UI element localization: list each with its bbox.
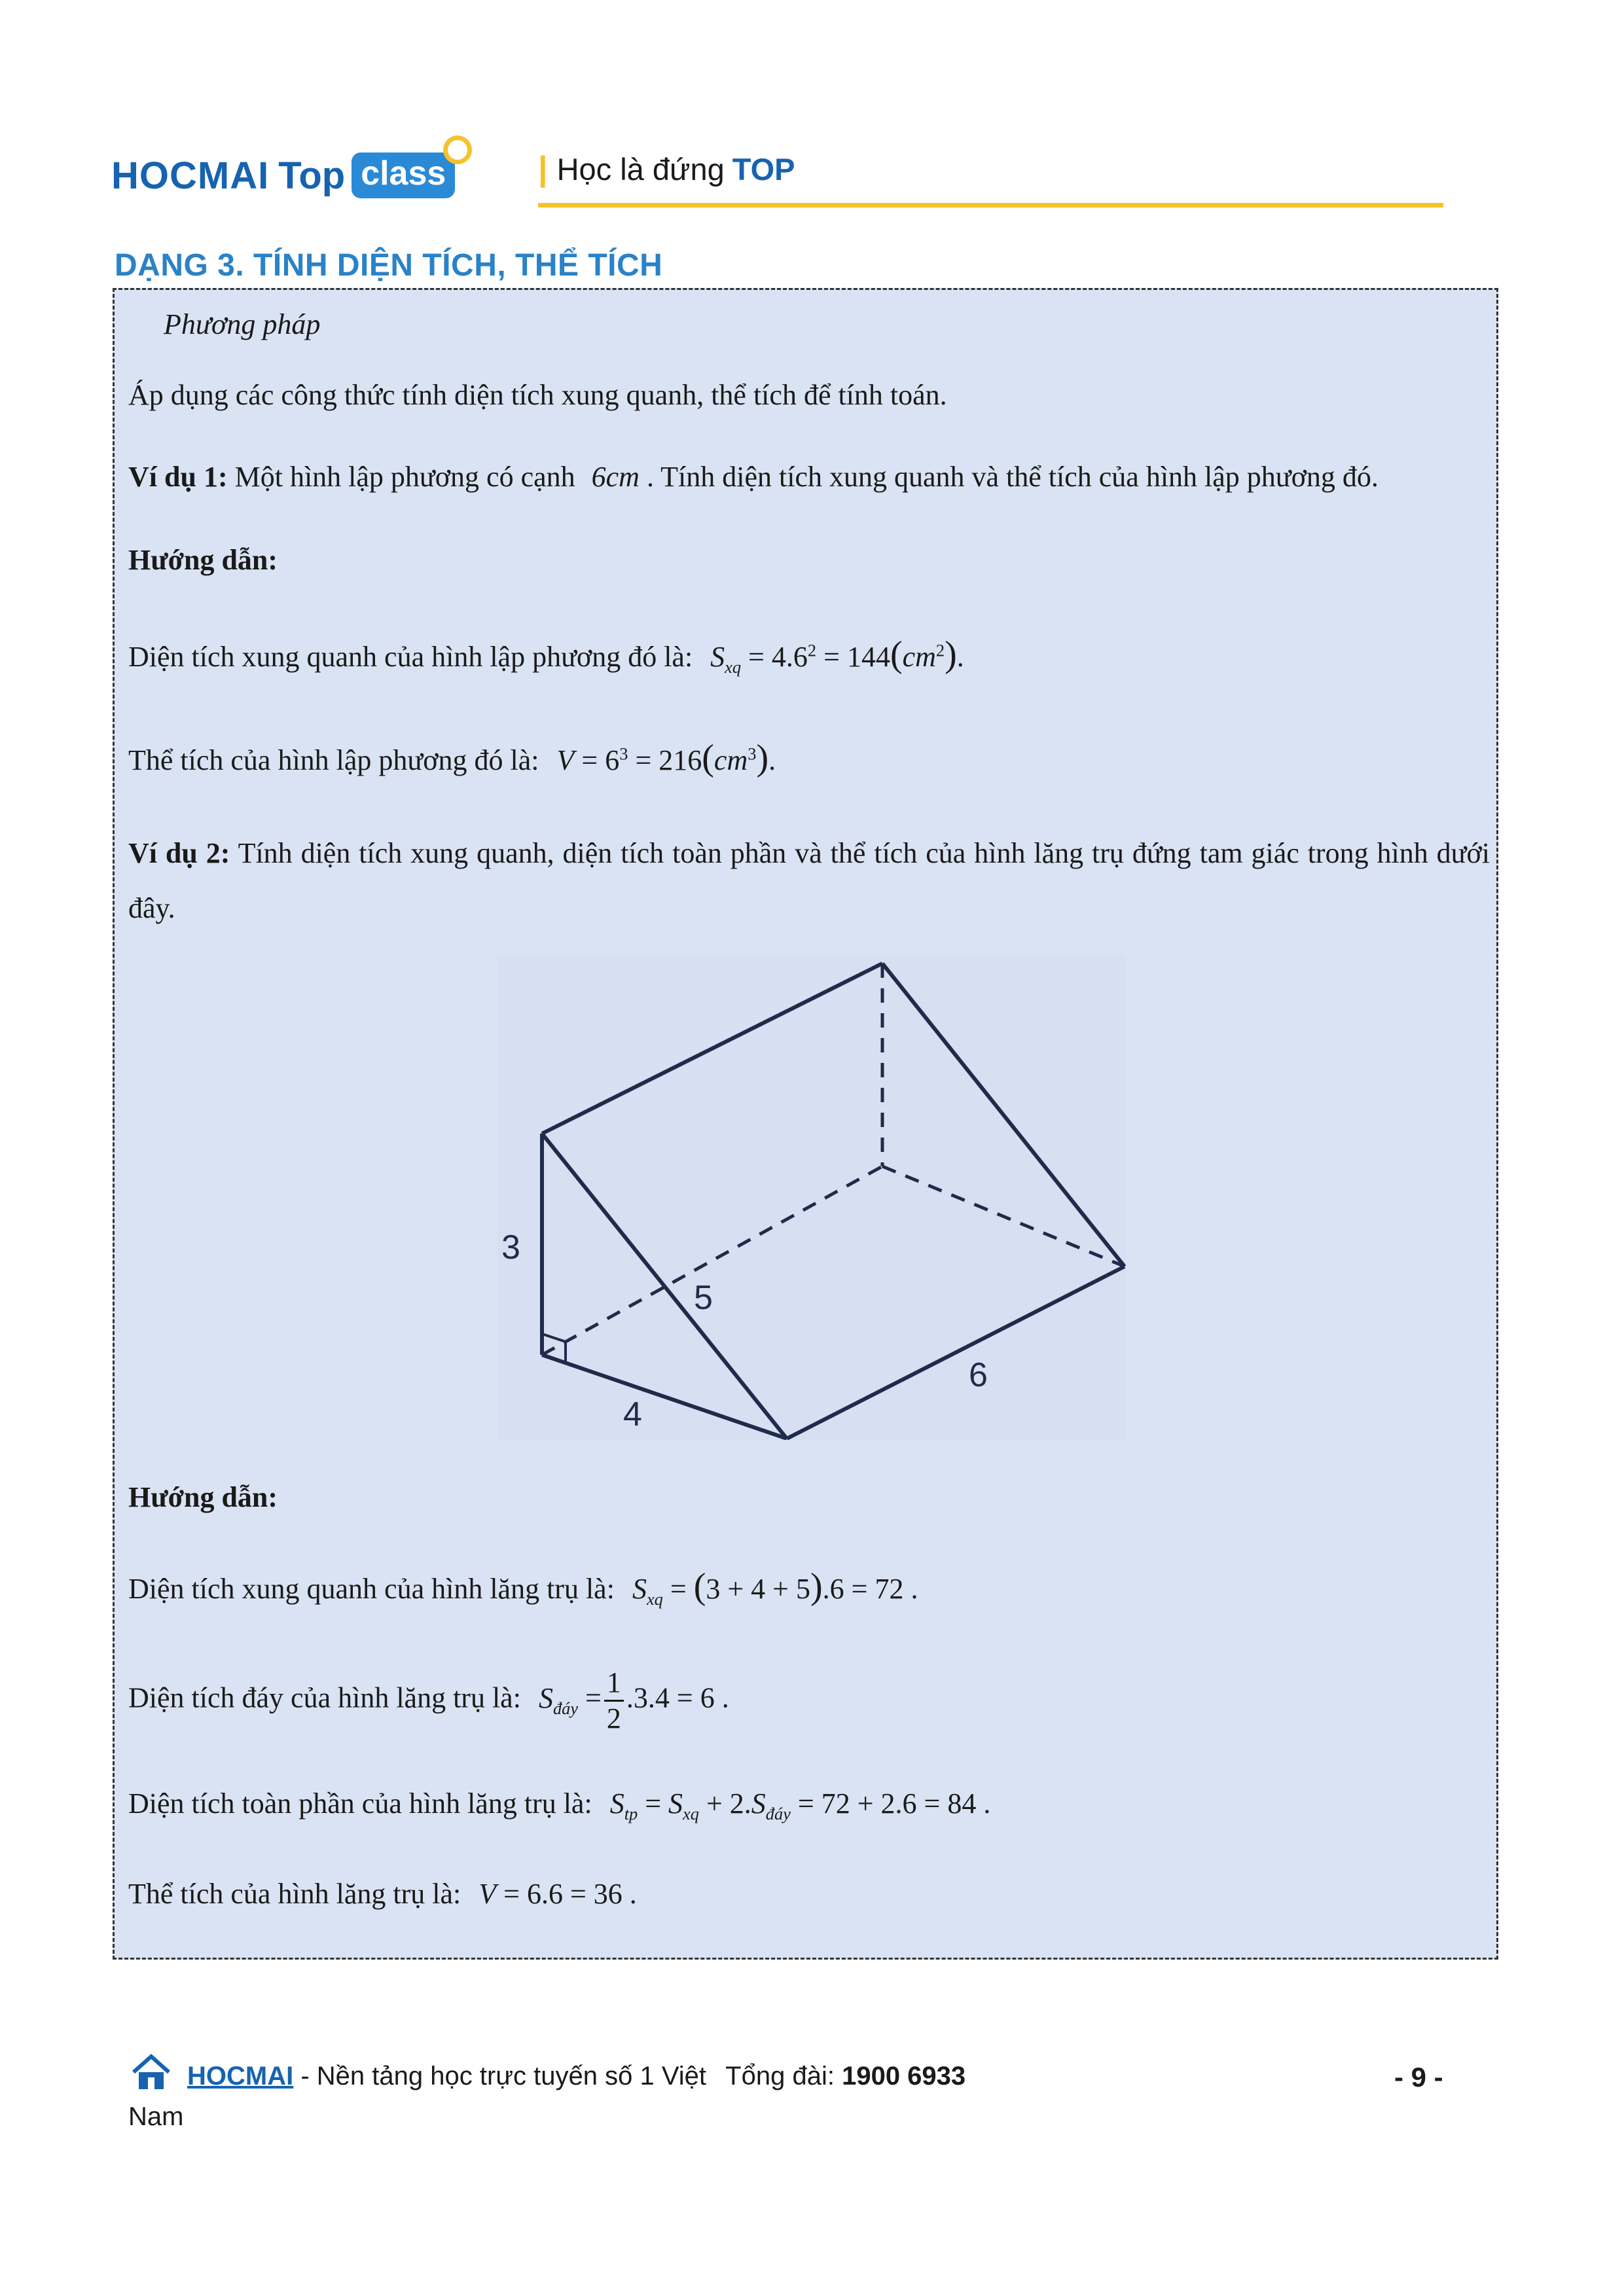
label-height: 3 <box>501 1229 520 1266</box>
slogan <box>538 149 795 188</box>
logo-top: Top <box>278 154 346 197</box>
label-base: 4 <box>623 1395 642 1433</box>
prism-diagram <box>497 956 1126 1440</box>
footer <box>128 2062 965 2091</box>
example-1: Ví dụ 1: Một hình lập phương có cạnh 6cm . Tính diện tích xung quanh và thể tích của hình lập phương đó. <box>128 461 1379 493</box>
example-2-label: Ví dụ 2: <box>128 837 230 869</box>
gear-icon <box>443 135 472 164</box>
cube-volume: Thể tích của hình lập phương đó là: $V = 6^3 = 216(cm^3)$. <box>128 738 776 778</box>
method-text: Áp dụng các công thức tính diện tích xung quanh, thể tích để tính toán. <box>128 379 947 411</box>
prism-lateral-area: Diện tích xung quanh của hình lăng trụ là: $S_{xq} = (3 + 4 + 5).6 = 72$ . <box>128 1566 918 1609</box>
logo-class: class <box>352 152 455 198</box>
label-length: 6 <box>969 1356 988 1394</box>
prism-volume: Thể tích của hình lăng trụ là: V = 6.6 = 36 . <box>128 1878 637 1910</box>
slogan-text: Học là đứng <box>556 151 725 187</box>
method-label: Phương pháp <box>164 308 321 340</box>
prism-figure <box>497 956 1126 1440</box>
footer-tail: Nam <box>128 2102 184 2131</box>
prism-base-area: Diện tích đáy của hình lăng trụ là: $S_{đáy}$ = $\frac{1}{2}$ .3.4 = 6 . <box>128 1666 729 1734</box>
cube-lateral-area: Diện tích xung quanh của hình lập phương đó là: $S_{xq} = 4.6^2 = 144(cm^2)$. <box>128 634 964 677</box>
header-divider <box>538 203 1443 207</box>
page-number: - 9 - <box>1394 2062 1443 2092</box>
label-hypotenuse: 5 <box>694 1279 713 1317</box>
footer-brand-link[interactable]: HOCMAI <box>187 2062 294 2090</box>
example-1-label: Ví dụ 1: <box>128 461 228 493</box>
footer-hotline: 1900 6933 <box>842 2062 966 2090</box>
footer-hotline-label: Tổng đài: <box>725 2062 835 2090</box>
guide-2-label: Hướng dẫn: <box>128 1481 278 1513</box>
slogan-divider: | <box>538 150 548 188</box>
guide-1-label: Hướng dẫn: <box>128 544 278 576</box>
section-title: DẠNG 3. TÍNH DIỆN TÍCH, THỂ TÍCH <box>115 248 663 283</box>
logo-hocmai: HOCMAI <box>111 154 270 197</box>
footer-tagline: - Nền tảng học trực tuyến số 1 Việt <box>293 2062 707 2090</box>
brand-logo <box>111 143 455 208</box>
prism-total-area: Diện tích toàn phần của hình lăng trụ là: $S_{tp} = S_{xq} + 2.S_{đáy} = 72 + 2.6 = 84$ . <box>128 1787 991 1823</box>
example-2: Ví dụ 2: Tính diện tích xung quanh, diện tích toàn phần và thể tích của hình lăng trụ đứng tam giác trong hình dưới đây. <box>128 837 1490 924</box>
slogan-strong: TOP <box>732 151 795 187</box>
